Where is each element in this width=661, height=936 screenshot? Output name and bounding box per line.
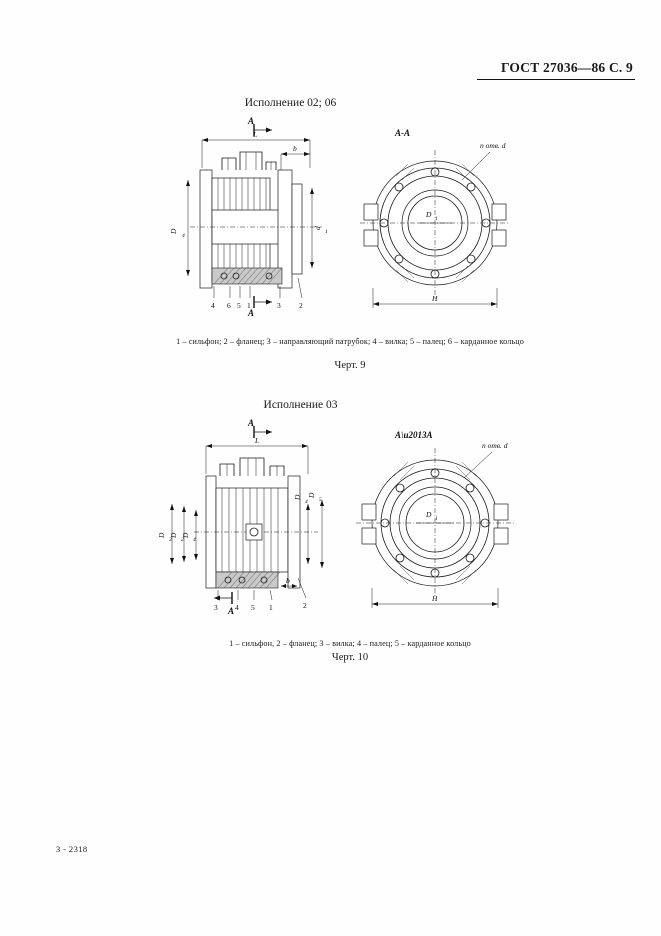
figure-9-drawing (150, 118, 550, 330)
figure-10-legend: 1 – сильфон, 2 – фланец; 3 – вилка; 4 – палец; 5 – карданное кольцо (229, 639, 471, 648)
section-mark-a-top (247, 116, 272, 136)
section-mark-a-bottom (247, 296, 272, 318)
label-n-otv-d: n отв. d (480, 141, 506, 150)
svg-text:D: D (426, 210, 432, 219)
view-label-aa: A-A (395, 128, 411, 138)
svg-text:2: 2 (181, 537, 184, 543)
dimension-D4-2 (181, 510, 198, 560)
section-aa-fig10 (356, 441, 514, 608)
dimension-L-2 (206, 436, 308, 474)
svg-text:5: 5 (237, 301, 241, 310)
svg-text:D: D (169, 228, 178, 234)
svg-text:D: D (157, 532, 166, 538)
page-header: ГОСТ 27036—86 С. 9 (500, 60, 633, 75)
svg-text:L: L (255, 436, 260, 445)
header-rule (477, 79, 635, 80)
dimension-D4 (169, 180, 190, 276)
svg-text:A: A (228, 606, 235, 616)
dimension-d1 (310, 188, 328, 268)
svg-text:b: b (293, 144, 297, 153)
svg-text:d: d (313, 226, 322, 230)
svg-text:4: 4 (211, 301, 215, 310)
svg-text:4: 4 (235, 603, 239, 612)
svg-text:5: 5 (251, 603, 255, 612)
svg-text:A: A (248, 308, 255, 318)
figure-9-number: Черт. 9 (334, 360, 366, 371)
svg-text:5: 5 (319, 497, 322, 503)
bellows-assembly-side-view-2 (194, 458, 318, 588)
svg-text:3: 3 (169, 537, 172, 543)
svg-text:3: 3 (214, 603, 218, 612)
svg-text:D: D (426, 510, 432, 519)
figure-10-drawing (150, 420, 550, 632)
svg-text:D: D (181, 532, 190, 538)
svg-text:3: 3 (277, 301, 281, 310)
svg-text:6: 6 (227, 301, 231, 310)
svg-text:D: D (293, 494, 302, 500)
svg-text:4: 4 (182, 233, 185, 239)
dimension-D5-right (307, 492, 324, 568)
svg-text:1: 1 (435, 516, 438, 522)
svg-text:L: L (253, 130, 258, 139)
svg-text:A: A (248, 116, 255, 126)
svg-text:1: 1 (435, 216, 438, 222)
figure-10-number: Черт. 10 (331, 652, 369, 663)
page-footer-signature: 3 - 2318 (56, 844, 88, 854)
section-aa-fig9 (360, 141, 510, 308)
svg-text:2: 2 (303, 601, 307, 610)
view-label-aa-2: A\u2013A (395, 430, 433, 440)
svg-text:D: D (169, 532, 178, 538)
svg-text:D: D (307, 492, 316, 498)
figure-9-legend: 1 – сильфон; 2 – фланец; 3 – направляющий патрубок; 4 – вилка; 5 – палец; 6 – карданное кольцо (176, 337, 524, 346)
svg-text:H: H (432, 294, 438, 303)
section-title-1: Исполнение 02; 06 (244, 97, 337, 109)
svg-text:4: 4 (193, 537, 196, 543)
svg-text:1: 1 (269, 603, 273, 612)
svg-text:4: 4 (305, 499, 308, 505)
label-n-otv-d-2: n отв. d (482, 441, 508, 450)
svg-text:H: H (432, 594, 438, 603)
section-title-2: Исполнение 03 (263, 399, 338, 411)
svg-text:2: 2 (299, 301, 303, 310)
section-mark-a-top-2 (247, 418, 272, 438)
svg-text:b: b (286, 576, 290, 585)
svg-text:1: 1 (325, 229, 328, 235)
bellows-assembly-side-view (190, 152, 322, 288)
svg-text:1: 1 (247, 301, 251, 310)
svg-text:A: A (248, 418, 255, 428)
